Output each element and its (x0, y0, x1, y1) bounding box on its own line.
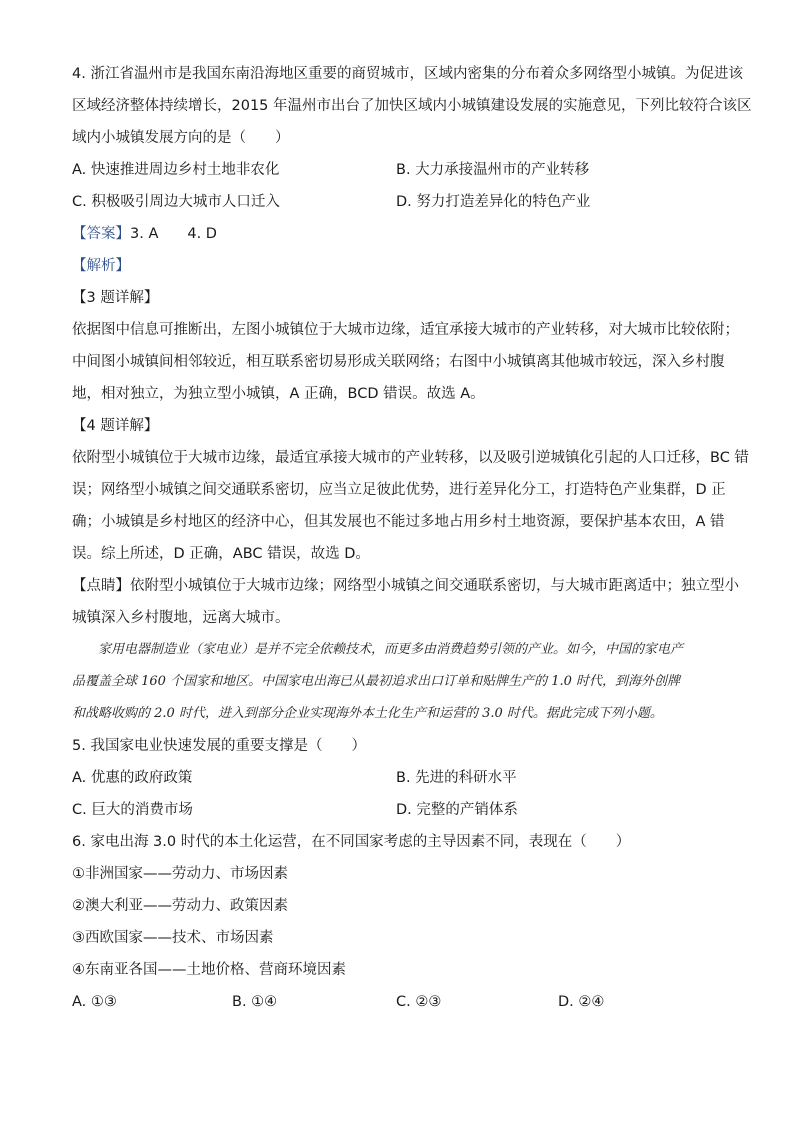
note-tag: 【点睛】 (72, 578, 130, 594)
material-line-2: 品覆盖全球 160 个国家和地区。中国家电出海已从最初追求出口订单和贴牌生产的 1.0 时代，到海外创牌 (72, 674, 681, 689)
q6-item-1: ①非洲国家——劳动力、市场因素 (72, 866, 288, 882)
q4-stem-line-3: 域内小城镇发展方向的是（ ） (72, 130, 290, 146)
q5-stem: 5. 我国家电业快速发展的重要支撑是（ ） (72, 738, 366, 754)
detail3-line-3: 地，相对独立，为独立型小城镇，A 正确，BCD 错误。故选 A。 (72, 386, 485, 402)
detail4-line-4: 误。综上所述，D 正确，ABC 错误，故选 D。 (72, 546, 370, 562)
answer-tag: 【答案】 (72, 226, 130, 242)
detail4-line-2: 误；网络型小城镇之间交通联系密切，应当立足彼此优势，进行差异化分工，打造特色产业集群，D 正 (72, 482, 726, 498)
note-line-1 (72, 576, 739, 596)
material-line-1: 家用电器制造业（家电业）是并不完全依赖技术，而更多由消费趋势引领的产业。如今，中国的家电产 (98, 642, 684, 657)
answer-value: 3. A 4. D (130, 226, 217, 242)
q5-option-c: C. 巨大的消费市场 (72, 802, 193, 818)
q4-option-c: C. 积极吸引周边大城市人口迁入 (72, 194, 280, 210)
q4-stem-line-1: 4. 浙江省温州市是我国东南沿海地区重要的商贸城市，区域内密集的分布着众多网络型小城镇。为促进该 (72, 66, 743, 82)
q6-item-3: ③西欧国家——技术、市场因素 (72, 930, 274, 946)
q6-stem: 6. 家电出海 3.0 时代的本土化运营，在不同国家考虑的主导因素不同，表现在（ ） (72, 834, 631, 850)
detail4-line-3: 确；小城镇是乡村地区的经济中心，但其发展也不能过多地占用乡村土地资源，要保护基本农田，A 错 (72, 514, 725, 530)
q6-option-b: B. ①④ (232, 994, 278, 1010)
detail3-tag: 【3 题详解】 (72, 290, 159, 306)
q4-option-b: B. 大力承接温州市的产业转移 (396, 162, 590, 178)
answer-line (72, 224, 732, 244)
q6-item-2: ②澳大利亚——劳动力、政策因素 (72, 898, 288, 914)
q6-item-4: ④东南亚各国——土地价格、营商环境因素 (72, 962, 346, 978)
material-line-3: 和战略收购的 2.0 时代，进入到部分企业实现海外本土化生产和运营的 3.0 时代。据此完成下列小题。 (72, 706, 663, 721)
note-text-1: 依附型小城镇位于大城市边缘；网络型小城镇之间交通联系密切，与大城市距离适中；独立型小 (130, 578, 739, 594)
detail4-tag: 【4 题详解】 (72, 418, 159, 434)
note-line-2: 城镇深入乡村腹地，远离大城市。 (72, 610, 290, 626)
q6-option-c: C. ②③ (396, 994, 442, 1010)
q5-option-d: D. 完整的产销体系 (396, 802, 518, 818)
detail4-line-1: 依附型小城镇位于大城市边缘，最适宜承接大城市的产业转移，以及吸引逆城镇化引起的人口迁移，BC 错 (72, 450, 749, 466)
detail3-line-1: 依据图中信息可推断出，左图小城镇位于大城市边缘，适宜承接大城市的产业转移，对大城市比较依附； (72, 322, 739, 338)
q6-option-d: D. ②④ (558, 994, 605, 1010)
q4-option-a: A. 快速推进周边乡村土地非农化 (72, 162, 280, 178)
q5-option-b: B. 先进的科研水平 (396, 770, 517, 786)
q4-option-d: D. 努力打造差异化的特色产业 (396, 194, 591, 210)
q5-option-a: A. 优惠的政府政策 (72, 770, 193, 786)
q6-option-a: A. ①③ (72, 994, 117, 1010)
detail3-line-2: 中间图小城镇间相邻较近，相互联系密切易形成关联网络；右图中小城镇离其他城市较远，深入乡村腹 (72, 354, 725, 370)
q4-stem-line-2: 区域经济整体持续增长，2015 年温州市出台了加快区域内小城镇建设发展的实施意见，下列比较符合该区 (72, 98, 752, 114)
analysis-tag: 【解析】 (72, 258, 130, 274)
